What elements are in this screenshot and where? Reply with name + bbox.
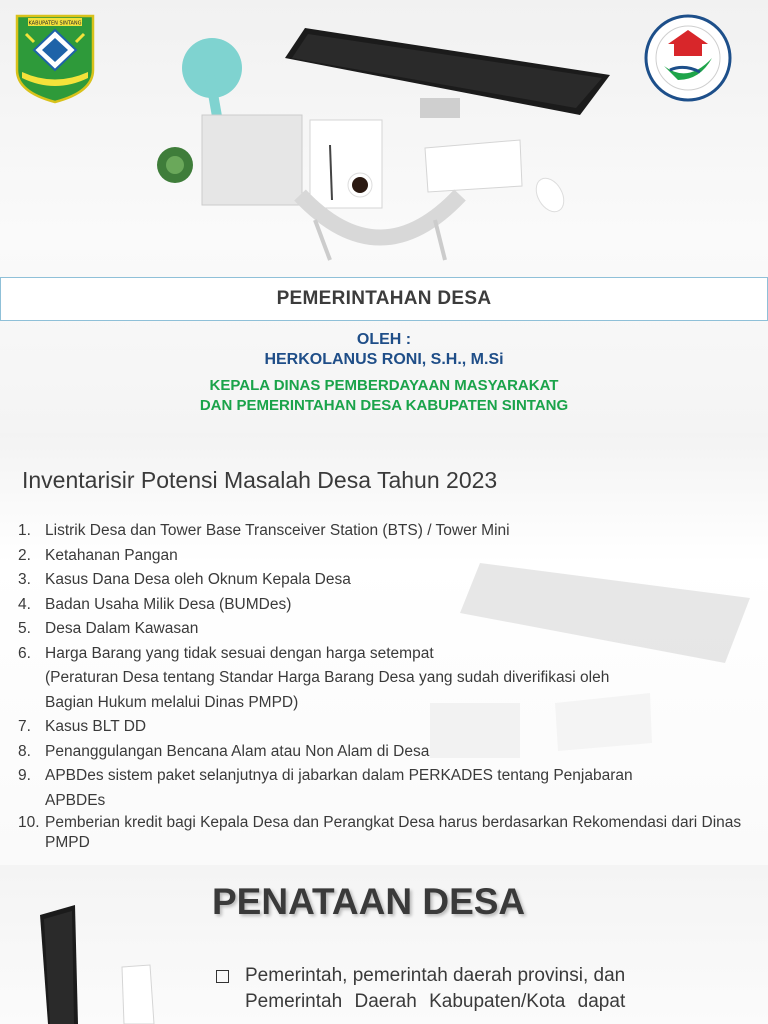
presenter-role-line2: DAN PEMERINTAHAN DESA KABUPATEN SINTANG — [199, 397, 569, 414]
presenter-block — [0, 330, 768, 416]
presenter-name: HERKOLANUS RONI, S.H., M.Si — [264, 351, 504, 368]
logo-left-text: KABUPATEN SINTANG — [28, 20, 82, 27]
title-box — [0, 277, 768, 321]
list-item-number: 6. — [18, 644, 31, 662]
list-item — [18, 764, 764, 789]
title-slide — [0, 0, 768, 433]
desk-illustration-icon — [140, 20, 620, 275]
list-item-subtext-line2: Bagian Hukum melalui Dinas PMPD) — [45, 693, 299, 711]
list-item — [18, 519, 764, 544]
slide-title: PEMERINTAHAN DESA — [276, 288, 492, 309]
kabupaten-sintang-emblem-icon — [14, 12, 96, 104]
bullet-text-line2: Pemerintah Daerah Kabupaten/Kota dapat — [245, 991, 626, 1012]
kementerian-desa-emblem-icon — [644, 14, 732, 102]
list-item-subtext — [18, 789, 764, 814]
list-item-number: 1. — [18, 522, 31, 539]
list-item-number: 2. — [18, 546, 31, 564]
list-item-text: Penanggulangan Bencana Alam atau Non Alam di Desa — [45, 742, 430, 760]
list-item-number: 3. — [18, 571, 31, 588]
list-item-text: Ketahanan Pangan — [45, 546, 178, 564]
list-item-text: Pemberian kredit bagi Kepala Desa dan Perangkat Desa harus berdasarkan Rekomendasi dari Dinas PMPD — [45, 814, 742, 851]
by-label: OLEH : — [356, 331, 412, 348]
slide-title: Inventarisir Potensi Masalah Desa Tahun 2023 — [22, 467, 498, 493]
problem-list — [18, 519, 764, 853]
list-item-text: APBDes sistem paket selanjutnya di jabarkan dalam PERKADES tentang Penjabaran — [45, 767, 633, 784]
list-item — [18, 593, 764, 618]
square-bullet-icon — [216, 970, 229, 983]
list-item — [18, 568, 764, 593]
list-item-subtext-line1: (Peraturan Desa tentang Standar Harga Barang Desa yang sudah diverifikasi oleh — [45, 669, 610, 686]
list-item — [18, 544, 764, 569]
bullet-text-block — [245, 963, 625, 1015]
penataan-slide — [0, 865, 768, 1024]
list-item-number: 9. — [18, 767, 31, 784]
list-item-text: Harga Barang yang tidak sesuai dengan harga setempat — [45, 644, 434, 662]
list-item-text: Listrik Desa dan Tower Base Transceiver Station (BTS) / Tower Mini — [45, 522, 510, 539]
list-item-number: 5. — [18, 620, 31, 637]
list-item — [18, 617, 764, 642]
bullet-item — [216, 963, 746, 1015]
presenter-role-line1: KEPALA DINAS PEMBERDAYAAN MASYARAKAT — [209, 377, 559, 394]
list-item-text: Kasus BLT DD — [45, 718, 147, 735]
list-item-subtext — [18, 691, 764, 716]
list-item-subtext-line1: APBDEs — [45, 791, 106, 809]
list-item — [18, 813, 764, 853]
list-item-text: Kasus Dana Desa oleh Oknum Kepala Desa — [45, 571, 351, 588]
list-item — [18, 740, 764, 765]
slide-title: PENATAAN DESA — [212, 881, 526, 922]
list-item — [18, 642, 764, 667]
list-item-subtext — [18, 666, 764, 691]
list-item-number: 8. — [18, 742, 31, 760]
list-item — [18, 715, 764, 740]
bullet-text-line1: Pemerintah, pemerintah daerah provinsi, dan — [245, 965, 626, 986]
list-item-text: Desa Dalam Kawasan — [45, 620, 199, 637]
problems-slide — [0, 433, 768, 865]
list-item-number: 7. — [18, 718, 31, 735]
list-item-number: 4. — [18, 595, 31, 613]
desk-illustration-icon — [0, 885, 210, 1024]
list-item-number: 10. — [18, 814, 40, 831]
list-item-text: Badan Usaha Milik Desa (BUMDes) — [45, 595, 292, 613]
